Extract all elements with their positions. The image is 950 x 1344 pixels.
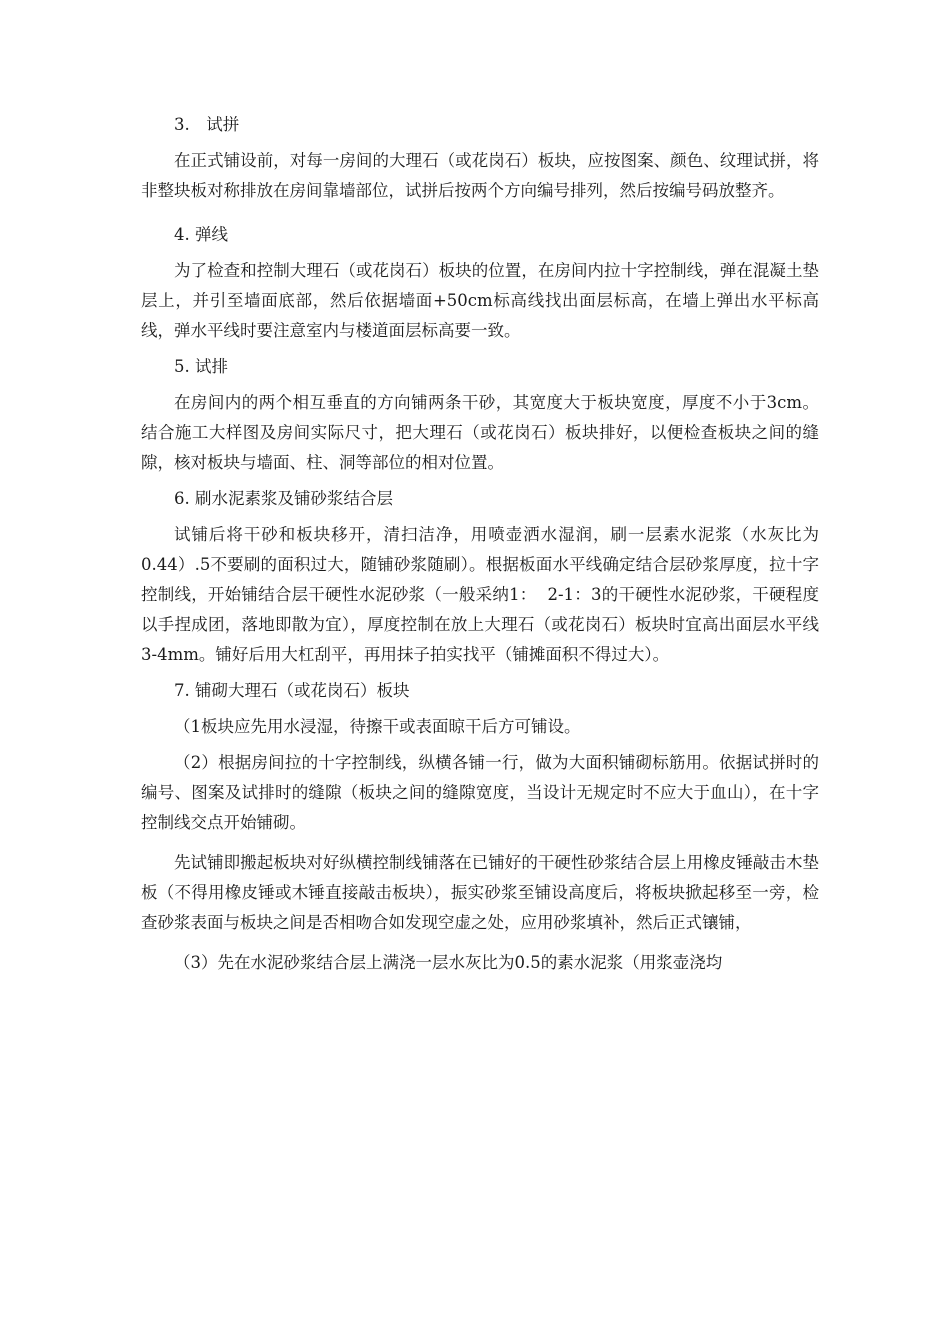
paragraph-trial-layout: 在房间内的两个相互垂直的方向铺两条干砂，其宽度大于板块宽度，厚度不小于3cm。结合施工大样图及房间实际尺寸，把大理石（或花岗石）板块排好，以便检查板块之间的缝隙，核对板块与墙面、柱、洞等部位的相对位置。 <box>141 393 819 472</box>
paragraph-mortar-bed: 试铺后将干砂和板块移开，清扫洁净，用喷壶洒水湿润，刷一层素水泥浆（水灰比为0.44）.5不要刷的面积过大，随铺砂浆随刷）。根据板面水平线确定结合层砂浆厚度，拉十字控制线，开始铺结合层干硬性水泥砂浆（一般采纳1： 2-1：3的干硬性水泥砂浆，干硬程度以手捏成团，落地即散为宜），厚度控制在放上大理石（或花岗石）板块时宜高出面层水平线3-4mm。铺好后用大杠刮平，再用抹子拍实找平（铺摊面积不得过大）。 <box>141 525 819 664</box>
section-heading-3: 3. 试拼 <box>174 115 240 134</box>
paragraph-trial-fit: 在正式铺设前，对每一房间的大理石（或花岗石）板块，应按图案、颜色、纹理试拼，将非整块板对称排放在房间靠墙部位，试拼后按两个方向编号排列，然后按编号码放整齐。 <box>141 151 819 200</box>
section-heading-6: 6. 刷水泥素浆及铺砂浆结合层 <box>174 489 393 508</box>
section-heading-5: 5. 试排 <box>174 357 228 376</box>
list-item-3: （3）先在水泥砂浆结合层上满浇一层水灰比为0.5的素水泥浆（用浆壶浇均 <box>174 953 723 972</box>
section-heading-4: 4. 弹线 <box>174 225 228 244</box>
list-item-1: （1板块应先用水浸湿，待擦干或表面晾干后方可铺设。 <box>174 717 581 736</box>
document-body <box>141 110 819 978</box>
paragraph-trial-laying: 先试铺即搬起板块对好纵横控制线铺落在已铺好的干硬性砂浆结合层上用橡皮锤敲击木垫板（不得用橡皮锤或木锤直接敲击板块），振实砂浆至铺设高度后，将板块掀起移至一旁，检查砂浆表面与板块之间是否相吻合如发现空虚之处，应用砂浆填补，然后正式镶铺， <box>141 853 819 932</box>
paragraph-snap-line: 为了检查和控制大理石（或花岗石）板块的位置，在房间内拉十字控制线，弹在混凝土垫层上，并引至墙面底部，然后依据墙面+50cm标高线找出面层标高，在墙上弹出水平标高线，弹水平线时要注意室内与楼道面层标高要一致。 <box>141 261 819 340</box>
section-heading-7: 7. 铺砌大理石（或花岗石）板块 <box>174 681 410 700</box>
list-item-2: （2）根据房间拉的十字控制线，纵横各铺一行，做为大面积铺砌标筋用。依据试拼时的编号、图案及试排时的缝隙（板块之间的缝隙宽度，当设计无规定时不应大于血山），在十字控制线交点开始铺砌。 <box>141 753 819 832</box>
